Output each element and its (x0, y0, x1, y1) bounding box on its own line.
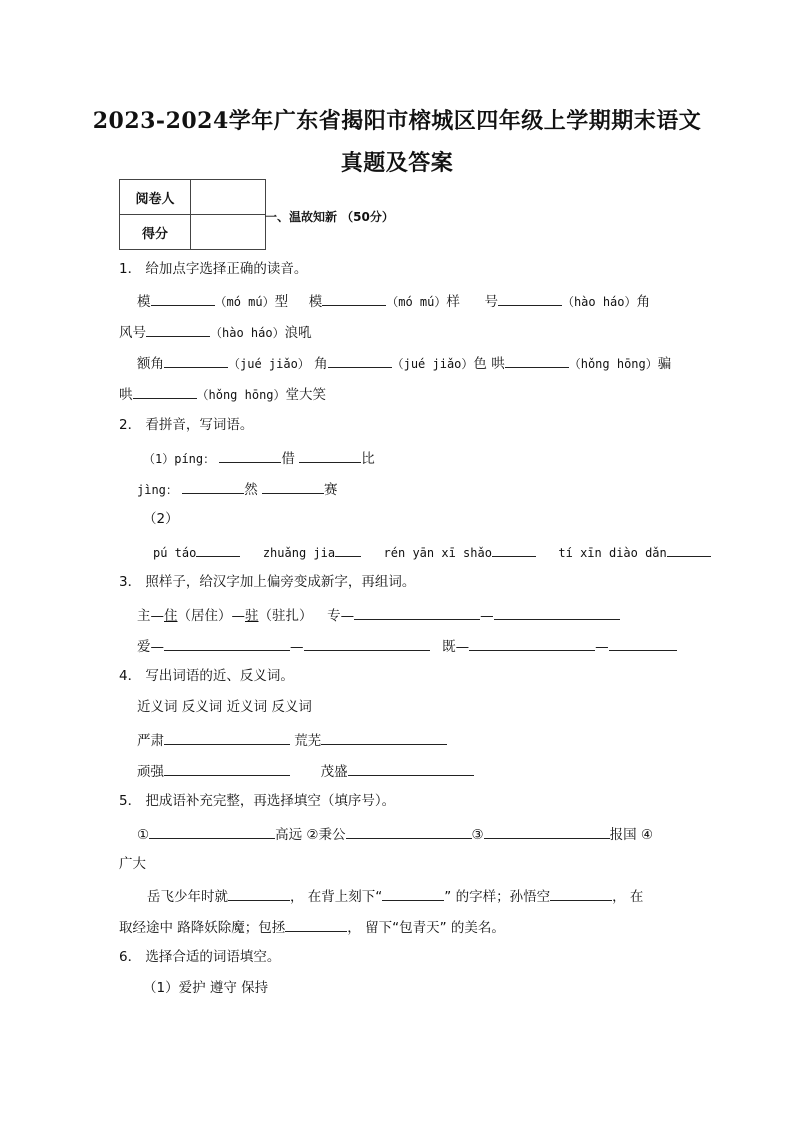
q1-item1-post: 型 (274, 294, 289, 310)
answer-blank[interactable] (494, 605, 620, 620)
question-3-row1 (137, 605, 620, 625)
answer-blank[interactable] (492, 542, 536, 557)
question-5-row1 (137, 824, 653, 844)
answer-blank[interactable] (146, 322, 210, 337)
answer-blank[interactable] (609, 636, 677, 651)
q2-jing-word1: 然 (244, 482, 258, 498)
score-label: 得分 (120, 215, 191, 250)
answer-blank[interactable] (196, 542, 240, 557)
q1-item2-pinyin: （mó mú） (386, 295, 447, 309)
q5-suffix1: 高远 (275, 827, 303, 843)
question-3-row2 (137, 636, 677, 656)
question-5-passage-line2 (119, 917, 505, 937)
q1-item5-pre: 额角 (137, 356, 164, 372)
reviewer-cell (191, 180, 266, 215)
q5-passage-text: ” 的字样；孙悟空 (444, 889, 551, 905)
score-table (119, 179, 266, 250)
answer-blank[interactable] (348, 761, 474, 776)
q1-item3-post: 角 (636, 294, 651, 310)
question-1-row2 (119, 322, 312, 342)
q1-item6-pinyin: （jué jiǎo） (391, 357, 474, 371)
question-4-row2 (137, 761, 474, 781)
q1-item8-pre: 哄 (119, 387, 133, 403)
answer-blank[interactable] (228, 886, 290, 901)
answer-blank[interactable] (469, 636, 595, 651)
q1-item4-pinyin: （hào háo） (210, 326, 285, 340)
q1-item3-pre: 号 (484, 294, 498, 310)
q3-example-char2: 驻 (245, 608, 259, 624)
section-heading: 一、温故知新 （50分） (265, 210, 394, 224)
answer-blank[interactable] (133, 384, 197, 399)
question-5-passage-line1 (147, 886, 643, 906)
answer-blank[interactable] (498, 291, 562, 306)
q5-suffix3: 报国 (609, 827, 637, 843)
q1-item5-pinyin: （jué jiǎo） (228, 357, 310, 371)
q4-word-wanqiang: 顽强 (137, 764, 164, 780)
q5-num4: ④ (640, 827, 654, 843)
answer-blank[interactable] (382, 886, 444, 901)
question-6-prompt: 6． 选择合适的词语填空。 (119, 949, 281, 965)
q3-example-word2: （驻扎） (258, 608, 313, 624)
q4-word-huangwu: 荒芜 (294, 733, 322, 749)
q3-dash: — (480, 608, 494, 624)
q3-dash: — (290, 639, 304, 655)
q1-item7-pinyin: （hǒng hōng） (568, 357, 658, 371)
q3-char-ji: 既— (442, 639, 470, 655)
exam-title-line2: 真题及答案 (340, 150, 454, 176)
answer-blank[interactable] (151, 291, 215, 306)
q5-num1: ① (137, 827, 150, 843)
reviewer-label: 阅卷人 (120, 180, 191, 215)
question-1-row1 (137, 291, 650, 311)
q2-ping-word2: 比 (361, 451, 375, 467)
q2-ping-word1: 借 (281, 451, 295, 467)
answer-blank[interactable] (219, 448, 281, 463)
answer-blank[interactable] (328, 353, 392, 368)
q1-item2-post: 样 (446, 294, 460, 310)
q4-word-maosheng: 茂盛 (320, 764, 348, 780)
q1-item7-post: 骗 (657, 356, 672, 372)
question-6-sub1: （1）爱护 遵守 保持 (143, 980, 269, 996)
answer-blank[interactable] (164, 353, 228, 368)
question-4-prompt: 4． 写出词语的近、反义词。 (119, 668, 294, 684)
answer-blank[interactable] (262, 479, 324, 494)
answer-blank[interactable] (164, 730, 290, 745)
answer-blank[interactable] (667, 542, 711, 557)
q5-num3: ③ (471, 827, 484, 843)
q2-pinyin-1: pú táo (153, 546, 197, 560)
q1-item4-pre: 风号 (119, 325, 146, 341)
question-2-pinyin-row (153, 542, 711, 562)
q5-passage-text: ， 在 (612, 889, 644, 905)
score-cell (191, 215, 266, 250)
q3-char-zhuan: 专— (327, 608, 355, 624)
question-1-row4 (119, 384, 326, 404)
q2-pinyin-4: tí xīn diào dǎn (558, 546, 667, 560)
question-5-row2: 广大 (119, 856, 146, 872)
q3-example-word1: （居住）— (177, 608, 245, 624)
q1-item2-pre: 模 (308, 294, 323, 310)
question-1-row3 (137, 353, 671, 373)
q3-char-ai: 爱— (137, 639, 164, 655)
question-2-ping-row (143, 448, 375, 468)
q1-item6-post: 色 哄 (473, 356, 505, 372)
q2-pinyin-3: rén yān xī shǎo (383, 546, 492, 560)
q1-item8-pinyin: （hǒng hōng） (196, 388, 286, 402)
answer-blank[interactable] (285, 917, 347, 932)
answer-blank[interactable] (354, 605, 480, 620)
answer-blank[interactable] (321, 730, 447, 745)
answer-blank[interactable] (164, 636, 290, 651)
q3-dash: — (595, 639, 609, 655)
q4-word-yansu: 严肃 (137, 733, 164, 749)
question-1-prompt: 1． 给加点字选择正确的读音。 (119, 261, 308, 277)
answer-blank[interactable] (484, 824, 610, 839)
q2-ping-label: （1）píng： (143, 452, 216, 466)
question-2-jing-row (137, 479, 338, 499)
answer-blank[interactable] (505, 353, 569, 368)
q5-passage-text: 岳飞少年时就 (147, 889, 228, 905)
q2-pinyin-2: zhuǎng jia (262, 546, 336, 560)
answer-blank[interactable] (304, 636, 430, 651)
q2-jing-label: jìng： (137, 483, 178, 497)
answer-blank[interactable] (299, 448, 361, 463)
exam-title-line1: 2023-2024学年广东省揭阳市榕城区四年级上学期期末语文 (92, 108, 702, 134)
answer-blank[interactable] (322, 291, 386, 306)
q5-passage-text: ， 在背上刻下“ (290, 889, 383, 905)
q1-item1-pre: 模 (137, 294, 151, 310)
question-4-row1 (137, 730, 447, 750)
q5-num2: ②秉公 (306, 827, 346, 843)
question-3-prompt: 3． 照样子，给汉字加上偏旁变成新字，再组词。 (119, 574, 416, 590)
question-4-header: 近义词 反义词 近义词 反义词 (137, 699, 312, 715)
q1-item1-pinyin: （mó mú） (214, 295, 275, 309)
answer-blank[interactable] (182, 479, 244, 494)
q1-item3-pinyin: （hào háo） (561, 295, 637, 309)
q5-passage-text: 取经途中 路降妖除魔；包拯 (119, 920, 286, 936)
q3-example-char1: 住 (164, 608, 178, 624)
answer-blank[interactable] (550, 886, 612, 901)
question-5-prompt: 5． 把成语补充完整，再选择填空（填序号）。 (119, 793, 396, 809)
answer-blank[interactable] (335, 542, 361, 557)
q2-jing-word2: 赛 (324, 482, 338, 498)
answer-blank[interactable] (346, 824, 472, 839)
q1-item4-post: 浪吼 (284, 325, 312, 341)
q1-item8-post: 堂大笑 (285, 387, 327, 403)
q5-passage-text: ， 留下“包青天” 的美名。 (347, 920, 505, 936)
answer-blank[interactable] (164, 761, 290, 776)
answer-blank[interactable] (149, 824, 275, 839)
q1-item5-post: 角 (314, 356, 328, 372)
q3-example-pre: 主— (137, 608, 164, 624)
question-2-prompt: 2． 看拼音，写词语。 (119, 417, 254, 433)
question-2-part2-label: （2） (143, 511, 179, 527)
